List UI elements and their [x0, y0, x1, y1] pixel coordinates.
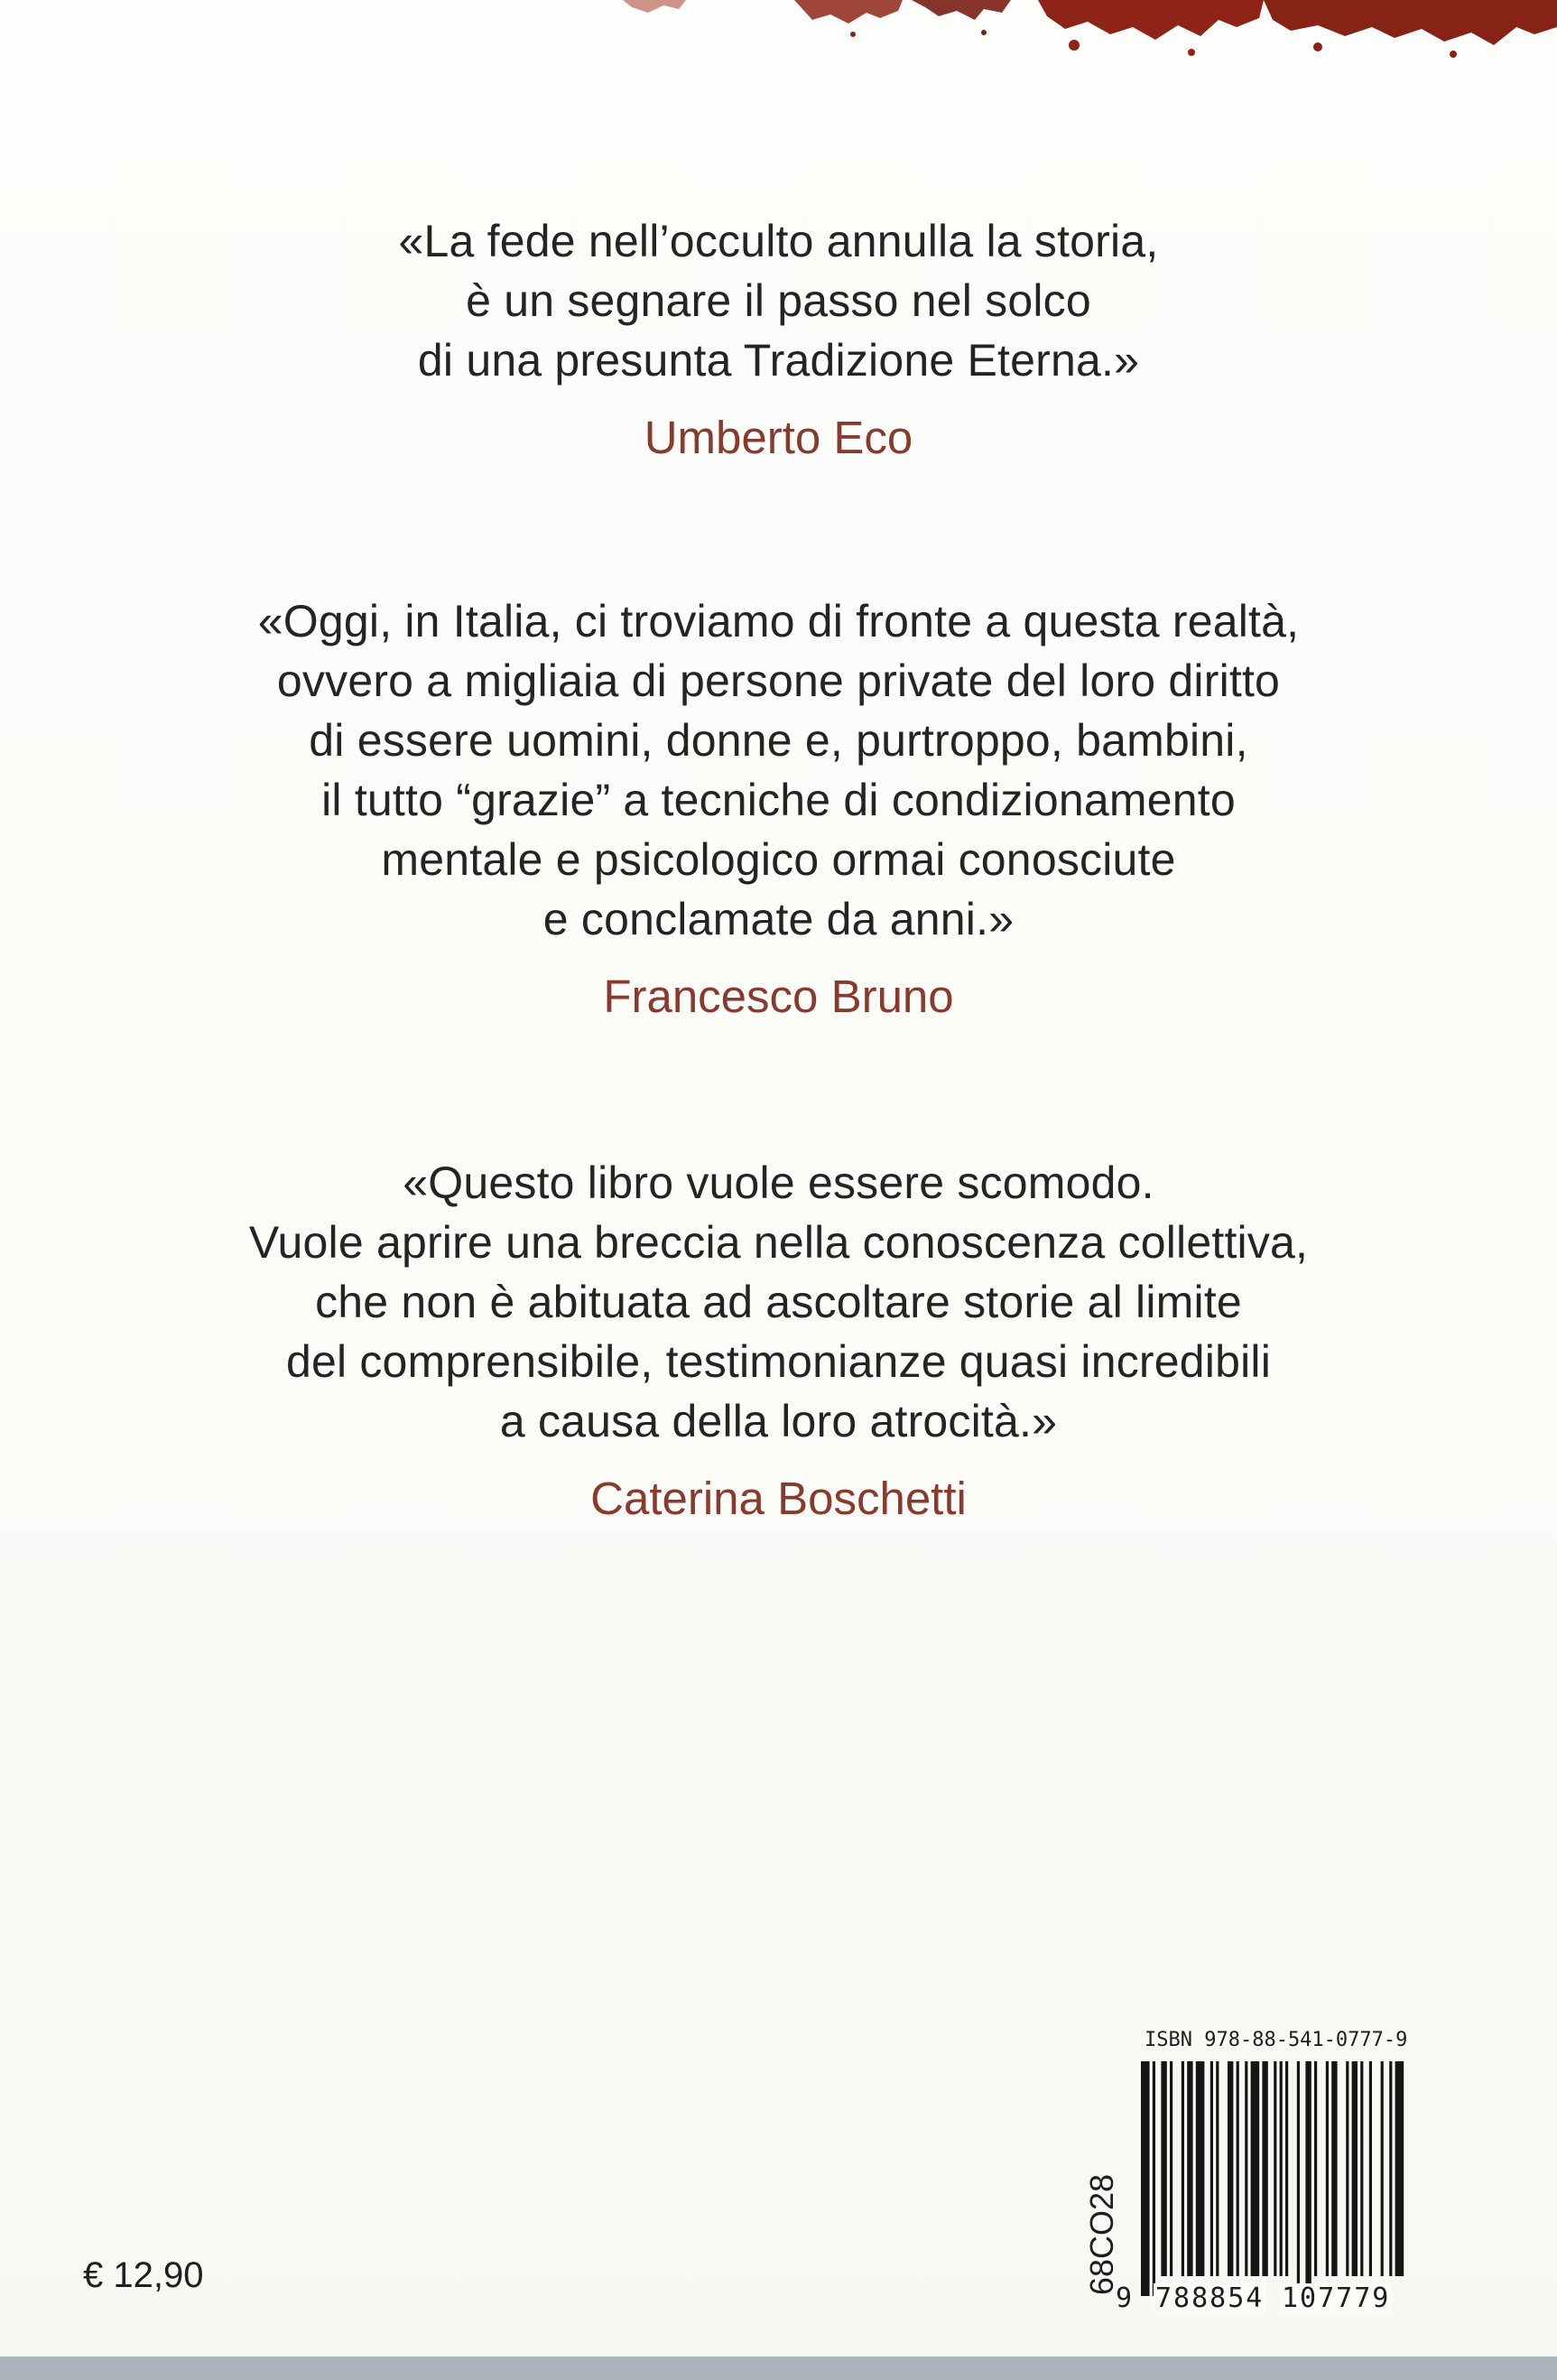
barcode-bar [1210, 2061, 1213, 2276]
barcode-bar [1228, 2061, 1233, 2276]
quote-caterina-boschetti [0, 1153, 1557, 1529]
barcode-prefix-digit: 9 [1116, 2282, 1133, 2314]
barcode-bar [1216, 2061, 1219, 2276]
isbn-label: ISBN 978-88-541-0777-9 [1145, 2029, 1408, 2051]
barcode-bar [1251, 2061, 1260, 2276]
barcode-bar [1170, 2061, 1172, 2276]
quote-francesco-bruno [0, 591, 1557, 1027]
barcode-bar [1381, 2061, 1384, 2276]
barcode-bar [1245, 2061, 1247, 2276]
price-label: € 12,90 [83, 2255, 204, 2295]
quote-line: «Questo libro vuole essere scomodo. [403, 1157, 1154, 1208]
barcode-bar [1346, 2061, 1348, 2276]
quote-line: del comprensibile, testimonianze quasi incredibili [285, 1336, 1272, 1387]
barcode-bar [1274, 2061, 1276, 2276]
barcode-bar [1331, 2061, 1337, 2276]
barcode-bar [1305, 2061, 1311, 2296]
barcode-bar [1326, 2061, 1329, 2276]
barcode-bar [1141, 2061, 1150, 2296]
quote-line: ovvero a migliaia di persone private del loro diritto [276, 655, 1281, 706]
barcode-bar [1389, 2061, 1392, 2276]
quote-author: Umberto Eco [644, 412, 913, 463]
quote-line: che non è abituata ad ascoltare storie al limite [315, 1277, 1242, 1327]
scan-edge-strip [0, 2357, 1557, 2380]
barcode-right-digits: 107779 [1282, 2282, 1391, 2314]
quote-line: «La fede nell’occulto annulla la storia, [398, 216, 1159, 266]
barcode-bar [1153, 2061, 1155, 2296]
barcode-bar [1352, 2061, 1358, 2276]
barcode-area [1038, 2027, 1426, 2325]
barcode-bar [1314, 2061, 1317, 2276]
barcode-bar [1369, 2061, 1372, 2276]
barcode-left-digits: 788854 [1155, 2282, 1265, 2314]
quote-line: il tutto “grazie” a tecniche di condizionamento [321, 775, 1236, 825]
quote-umberto-eco [0, 211, 1557, 468]
quote-author: Francesco Bruno [603, 971, 954, 1022]
barcode-bar [1285, 2061, 1288, 2276]
barcode-bar [1297, 2061, 1300, 2296]
quote-line: e conclamate da anni.» [542, 894, 1015, 944]
barcode-bar [1237, 2061, 1239, 2276]
barcode-bar [1182, 2061, 1184, 2276]
quote-line: mentale e psicologico ormai conosciute [381, 834, 1176, 885]
quote-line: di essere uomini, donne e, purtroppo, bambini, [309, 715, 1248, 766]
quote-line: a causa della loro atrocità.» [499, 1396, 1058, 1446]
barcode-image [1137, 2061, 1408, 2296]
barcode-bar [1161, 2061, 1166, 2276]
barcode-bar [1187, 2061, 1192, 2276]
barcode-bar [1360, 2061, 1363, 2276]
quote-line: di una presunta Tradizione Eterna.» [417, 335, 1140, 386]
quote-author: Caterina Boschetti [590, 1473, 967, 1524]
catalog-code: 68CO28 [1083, 2173, 1120, 2296]
blood-splatter-decoration [0, 0, 1557, 72]
quote-line: è un segnare il passo nel solco [466, 275, 1091, 326]
quote-line: «Oggi, in Italia, ci troviamo di fronte a questa realtà, [257, 596, 1300, 646]
barcode-bar [1196, 2061, 1205, 2276]
quote-line: Vuole aprire una breccia nella conoscenza collettiva, [248, 1217, 1309, 1268]
barcode-bar [1395, 2061, 1404, 2276]
barcode-bar [1280, 2061, 1283, 2276]
barcode-bar [1262, 2061, 1267, 2276]
